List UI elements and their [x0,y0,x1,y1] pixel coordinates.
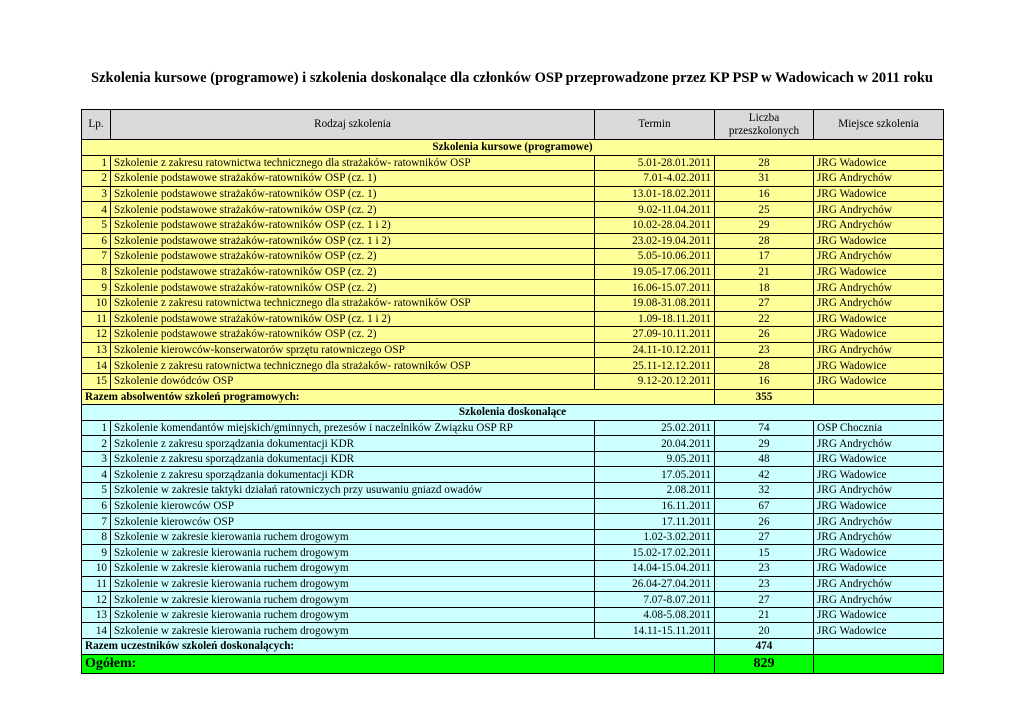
table-row [82,420,944,436]
row-rodzaj: Szkolenie kierowców OSP [111,498,595,514]
section2-total-row [82,639,944,655]
row-termin: 5.01-28.01.2011 [595,155,715,171]
header-termin: Termin [595,110,715,140]
row-lp: 5 [82,217,111,233]
row-termin: 9.12-20.12.2011 [595,373,715,389]
row-rodzaj: Szkolenie podstawowe strażaków-ratowników OSP (cz. 2) [111,264,595,280]
row-lp: 13 [82,342,111,358]
row-termin: 23.02-19.04.2011 [595,233,715,249]
row-liczba: 22 [715,311,814,327]
row-termin: 24.11-10.12.2011 [595,342,715,358]
table-row [82,280,944,296]
row-rodzaj: Szkolenie w zakresie kierowania ruchem drogowym [111,561,595,577]
row-rodzaj: Szkolenie kierowców-konserwatorów sprzętu ratowniczego OSP [111,342,595,358]
table-row [82,249,944,265]
row-lp: 5 [82,483,111,499]
row-lp: 9 [82,545,111,561]
row-rodzaj: Szkolenie podstawowe strażaków-ratowników OSP (cz. 2) [111,249,595,265]
row-rodzaj: Szkolenie w zakresie kierowania ruchem drogowym [111,592,595,608]
row-rodzaj: Szkolenie dowódców OSP [111,373,595,389]
table-row [82,202,944,218]
table-row [82,436,944,452]
row-miejsce: JRG Andrychów [814,514,944,530]
row-rodzaj: Szkolenie podstawowe strażaków-ratowników OSP (cz. 1 i 2) [111,217,595,233]
row-liczba: 26 [715,327,814,343]
row-rodzaj: Szkolenie podstawowe strażaków-ratowników OSP (cz. 1) [111,171,595,187]
training-table [81,109,944,674]
row-lp: 14 [82,623,111,639]
row-liczba: 15 [715,545,814,561]
row-miejsce: JRG Andrychów [814,483,944,499]
section2-header [82,405,944,421]
row-liczba: 29 [715,217,814,233]
row-miejsce: JRG Wadowice [814,451,944,467]
row-miejsce: JRG Andrychów [814,295,944,311]
row-lp: 3 [82,451,111,467]
table-row [82,498,944,514]
page-title: Szkolenia kursowe (programowe) i szkolenia doskonalące dla członków OSP przeprowadzone przez KP PSP w Wadowicach w 2011 roku [91,70,933,86]
row-rodzaj: Szkolenie podstawowe strażaków-ratowników OSP (cz. 1 i 2) [111,311,595,327]
row-liczba: 32 [715,483,814,499]
row-liczba: 28 [715,155,814,171]
row-liczba: 23 [715,561,814,577]
row-liczba: 74 [715,420,814,436]
row-liczba: 23 [715,342,814,358]
row-termin: 16.06-15.07.2011 [595,280,715,296]
row-termin: 17.11.2011 [595,514,715,530]
row-liczba: 29 [715,436,814,452]
row-lp: 7 [82,514,111,530]
section2-total-label: Razem uczestników szkoleń doskonalących: [82,639,715,655]
row-liczba: 28 [715,358,814,374]
row-rodzaj: Szkolenie z zakresu sporządzania dokumentacji KDR [111,467,595,483]
row-miejsce: JRG Wadowice [814,467,944,483]
row-rodzaj: Szkolenie podstawowe strażaków-ratowników OSP (cz. 1 i 2) [111,233,595,249]
row-liczba: 27 [715,592,814,608]
row-termin: 7.01-4.02.2011 [595,171,715,187]
table-row [82,233,944,249]
row-miejsce: JRG Andrychów [814,529,944,545]
row-miejsce: JRG Andrychów [814,592,944,608]
row-liczba: 18 [715,280,814,296]
table-row [82,358,944,374]
section2-total-value: 474 [715,639,814,655]
row-rodzaj: Szkolenie w zakresie kierowania ruchem drogowym [111,623,595,639]
row-lp: 6 [82,233,111,249]
header-lp: Lp. [82,110,111,140]
row-miejsce: JRG Andrychów [814,342,944,358]
row-rodzaj: Szkolenie w zakresie taktyki działań ratowniczych przy usuwaniu gniazd owadów [111,483,595,499]
table-row [82,623,944,639]
header-liczba: Liczba przeszkolonych [715,110,814,140]
row-miejsce: JRG Wadowice [814,233,944,249]
row-rodzaj: Szkolenie podstawowe strażaków-ratowników OSP (cz. 2) [111,280,595,296]
row-miejsce: JRG Andrychów [814,171,944,187]
row-lp: 11 [82,576,111,592]
row-liczba: 28 [715,233,814,249]
row-lp: 9 [82,280,111,296]
section1-title: Szkolenia kursowe (programowe) [82,140,944,156]
row-termin: 27.09-10.11.2011 [595,327,715,343]
row-termin: 9.05.2011 [595,451,715,467]
row-rodzaj: Szkolenie podstawowe strażaków-ratowników OSP (cz. 2) [111,327,595,343]
row-termin: 13.01-18.02.2011 [595,186,715,202]
row-lp: 12 [82,327,111,343]
row-termin: 5.05-10.06.2011 [595,249,715,265]
row-lp: 10 [82,295,111,311]
row-termin: 7.07-8.07.2011 [595,592,715,608]
row-termin: 9.02-11.04.2011 [595,202,715,218]
row-liczba: 21 [715,607,814,623]
table-row [82,592,944,608]
table-row [82,545,944,561]
row-miejsce: JRG Wadowice [814,327,944,343]
table-row [82,186,944,202]
table-row [82,311,944,327]
row-lp: 15 [82,373,111,389]
row-miejsce: JRG Wadowice [814,358,944,374]
row-miejsce: JRG Wadowice [814,186,944,202]
row-miejsce: JRG Andrychów [814,249,944,265]
row-termin: 14.04-15.04.2011 [595,561,715,577]
row-liczba: 17 [715,249,814,265]
row-lp: 2 [82,436,111,452]
table-row [82,451,944,467]
row-liczba: 26 [715,514,814,530]
table-row [82,155,944,171]
table-row [82,607,944,623]
row-lp: 1 [82,155,111,171]
row-rodzaj: Szkolenie w zakresie kierowania ruchem drogowym [111,545,595,561]
row-termin: 15.02-17.02.2011 [595,545,715,561]
table-row [82,342,944,358]
row-rodzaj: Szkolenie z zakresu ratownictwa technicznego dla strażaków- ratowników OSP [111,358,595,374]
row-miejsce: JRG Andrychów [814,217,944,233]
row-rodzaj: Szkolenie z zakresu sporządzania dokumentacji KDR [111,451,595,467]
row-liczba: 25 [715,202,814,218]
row-termin: 10.02-28.04.2011 [595,217,715,233]
table-row [82,529,944,545]
header-miejsce: Miejsce szkolenia [814,110,944,140]
table-row [82,576,944,592]
row-rodzaj: Szkolenie w zakresie kierowania ruchem drogowym [111,607,595,623]
table-row [82,561,944,577]
row-rodzaj: Szkolenie z zakresu ratownictwa technicznego dla strażaków- ratowników OSP [111,155,595,171]
section2-total-empty [814,639,944,655]
row-rodzaj: Szkolenie z zakresu sporządzania dokumentacji KDR [111,436,595,452]
table-row [82,171,944,187]
section2-title: Szkolenia doskonalące [82,405,944,421]
row-lp: 14 [82,358,111,374]
row-liczba: 16 [715,186,814,202]
row-lp: 4 [82,202,111,218]
row-lp: 11 [82,311,111,327]
row-lp: 3 [82,186,111,202]
row-miejsce: JRG Wadowice [814,373,944,389]
row-miejsce: JRG Andrychów [814,576,944,592]
row-liczba: 67 [715,498,814,514]
row-miejsce: JRG Wadowice [814,155,944,171]
row-liczba: 27 [715,529,814,545]
row-lp: 6 [82,498,111,514]
section1-total-label: Razem absolwentów szkoleń programowych: [82,389,715,405]
row-rodzaj: Szkolenie w zakresie kierowania ruchem drogowym [111,576,595,592]
row-miejsce: JRG Wadowice [814,607,944,623]
row-miejsce: OSP Chocznia [814,420,944,436]
row-miejsce: JRG Wadowice [814,498,944,514]
row-lp: 10 [82,561,111,577]
row-lp: 12 [82,592,111,608]
row-lp: 4 [82,467,111,483]
row-termin: 4.08-5.08.2011 [595,607,715,623]
row-lp: 1 [82,420,111,436]
grand-total-value: 829 [715,654,814,673]
row-lp: 8 [82,529,111,545]
table-row [82,264,944,280]
row-miejsce: JRG Andrychów [814,280,944,296]
row-rodzaj: Szkolenie kierowców OSP [111,514,595,530]
table-row [82,373,944,389]
row-liczba: 21 [715,264,814,280]
table-row [82,467,944,483]
row-miejsce: JRG Wadowice [814,623,944,639]
grand-total-row [82,654,944,673]
row-lp: 2 [82,171,111,187]
row-termin: 19.08-31.08.2011 [595,295,715,311]
row-miejsce: JRG Wadowice [814,264,944,280]
row-liczba: 23 [715,576,814,592]
row-liczba: 20 [715,623,814,639]
row-miejsce: JRG Andrychów [814,202,944,218]
row-miejsce: JRG Wadowice [814,311,944,327]
section1-total-value: 355 [715,389,814,405]
row-termin: 1.02-3.02.2011 [595,529,715,545]
header-row [82,110,944,140]
table-row [82,327,944,343]
row-rodzaj: Szkolenie w zakresie kierowania ruchem drogowym [111,529,595,545]
row-termin: 20.04.2011 [595,436,715,452]
section1-total-empty [814,389,944,405]
row-termin: 17.05.2011 [595,467,715,483]
row-termin: 2.08.2011 [595,483,715,499]
row-miejsce: JRG Wadowice [814,545,944,561]
header-rodzaj: Rodzaj szkolenia [111,110,595,140]
grand-total-empty [814,654,944,673]
row-lp: 13 [82,607,111,623]
row-lp: 8 [82,264,111,280]
row-liczba: 27 [715,295,814,311]
row-liczba: 48 [715,451,814,467]
row-rodzaj: Szkolenie podstawowe strażaków-ratowników OSP (cz. 2) [111,202,595,218]
row-miejsce: JRG Andrychów [814,436,944,452]
grand-total-label: Ogółem: [82,654,715,673]
row-liczba: 42 [715,467,814,483]
table-row [82,295,944,311]
row-lp: 7 [82,249,111,265]
row-miejsce: JRG Wadowice [814,561,944,577]
row-termin: 16.11.2011 [595,498,715,514]
row-rodzaj: Szkolenie z zakresu ratownictwa technicznego dla strażaków- ratowników OSP [111,295,595,311]
section1-total-row [82,389,944,405]
row-termin: 25.11-12.12.2011 [595,358,715,374]
row-termin: 26.04-27.04.2011 [595,576,715,592]
row-rodzaj: Szkolenie komendantów miejskich/gminnych, prezesów i naczelników Związku OSP RP [111,420,595,436]
table-row [82,217,944,233]
row-liczba: 16 [715,373,814,389]
row-termin: 1.09-18.11.2011 [595,311,715,327]
row-termin: 14.11-15.11.2011 [595,623,715,639]
table-row [82,483,944,499]
row-termin: 25.02.2011 [595,420,715,436]
table-row [82,514,944,530]
row-termin: 19.05-17.06.2011 [595,264,715,280]
section1-header [82,140,944,156]
row-rodzaj: Szkolenie podstawowe strażaków-ratowników OSP (cz. 1) [111,186,595,202]
row-liczba: 31 [715,171,814,187]
